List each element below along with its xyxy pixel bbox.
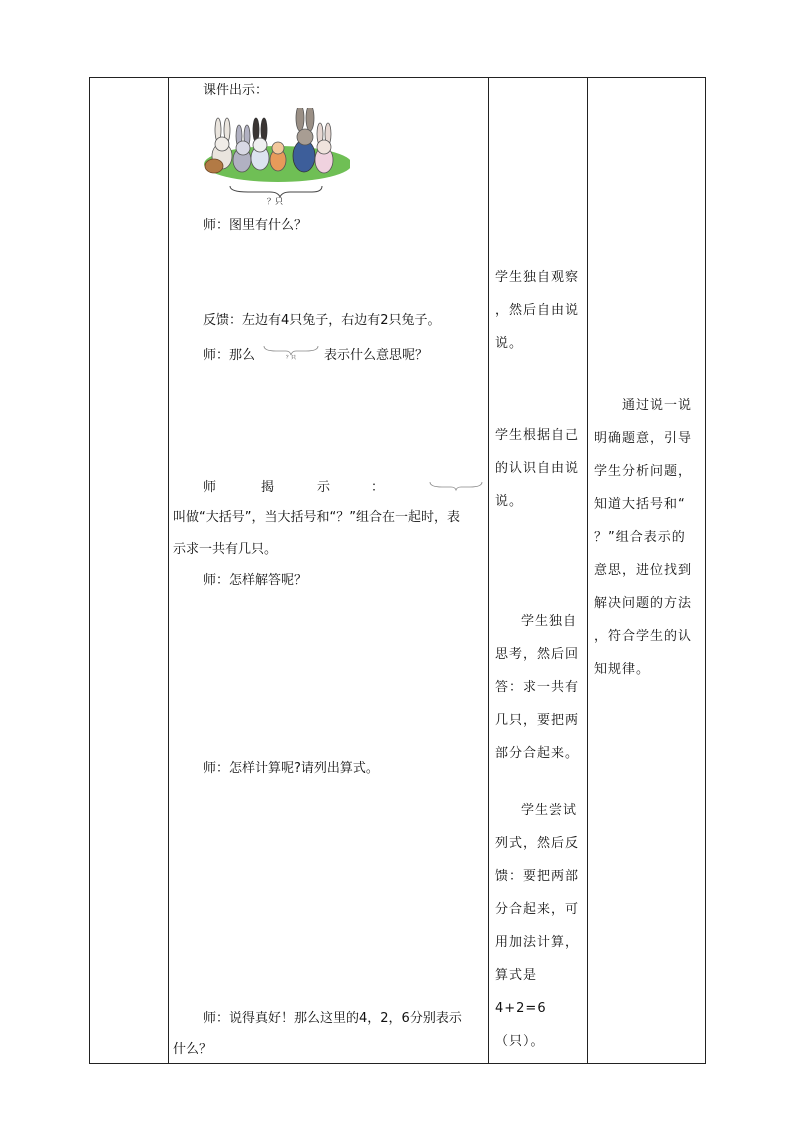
column-divider-1 [168, 78, 169, 1063]
reveal-char-3: 示 [317, 480, 331, 495]
rabbit-5 [293, 108, 315, 172]
reveal-char-1: 师 [203, 480, 217, 495]
student-block-1: 学生独自观察 ，然后自由说 说。 [495, 270, 580, 351]
rabbit-2 [233, 125, 251, 172]
rabbit-4 [270, 142, 286, 171]
rabbit-6 [315, 123, 333, 173]
mini-brace-label: ？只 [286, 355, 297, 361]
column-divider-2 [488, 78, 489, 1063]
student-block-4: 学生尝试 列式，然后反 馈：要把两部 分合起来，可 用加法计算， 算式是4+2=6 （只）。 [495, 803, 580, 1049]
column-divider-3 [587, 78, 588, 1063]
brace-label: ？只 [267, 197, 283, 206]
feedback-text: 反馈：左边有4只兔子，右边有2只兔子。 [203, 313, 441, 328]
question-5-line-1: 师：说得真好！那么这里的4，2，6分别表示 [203, 1011, 462, 1026]
question-1: 师：图里有什么？ [203, 218, 308, 233]
design-intent: 通过说一说 明确题意，引导 学生分析问题， 知道大括号和“ ？”组合表示的 意思，进位找到 解决问题的方法 ，符合学生的认 知规律。 [594, 398, 693, 677]
courseware-label: 课件出示： [203, 83, 269, 98]
question-2-prefix: 师：那么 [203, 348, 256, 363]
question-3: 师：怎样解答呢？ [203, 573, 308, 588]
question-2-suffix: 表示什么意思呢？ [324, 348, 429, 363]
brace [230, 186, 322, 197]
student-block-3: 学生独自 思考，然后回 答：求一共有 几只，要把两 部分合起来。 [495, 614, 580, 761]
reveal-line-3: 示求一共有几只。 [173, 542, 278, 557]
student-block-2: 学生根据自己 的认识自由说 说。 [495, 428, 580, 509]
rabbit-3 [251, 118, 269, 170]
rabbits-illustration [200, 108, 350, 206]
reveal-char-4: ： [371, 480, 385, 495]
reveal-brace-icon [428, 480, 484, 492]
basket [205, 159, 223, 173]
reveal-line-2: 叫做“大括号”，当大括号和“？”组合在一起时，表 [173, 510, 460, 525]
reveal-char-2: 揭 [261, 480, 275, 495]
question-4: 师：怎样计算呢?请列出算式。 [203, 761, 379, 776]
question-5-line-2: 什么？ [173, 1042, 213, 1057]
